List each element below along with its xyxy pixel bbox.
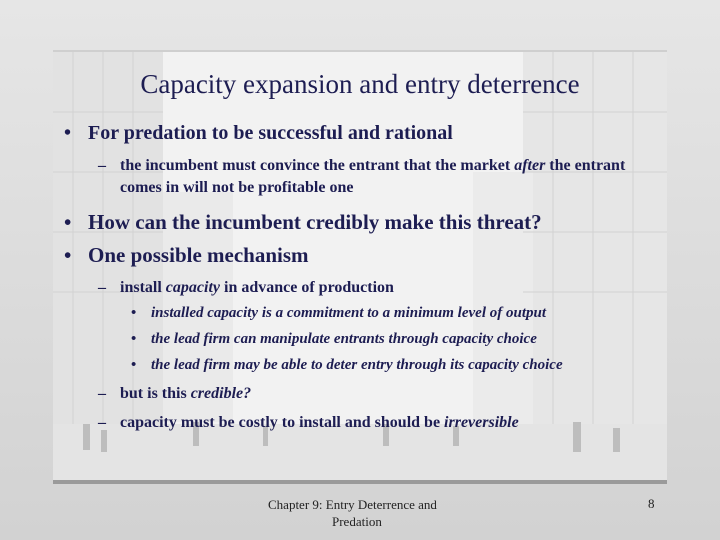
subsub-text: installed capacity is a commitment to a minimum level of output xyxy=(151,305,546,321)
sub-emphasis: credible? xyxy=(190,385,252,402)
subsub-bullet-deter xyxy=(131,357,563,374)
dash-icon: – xyxy=(98,279,106,296)
bullet-dot-icon: • xyxy=(64,122,72,144)
subsub-text: the lead firm can manipulate entrants through capacity choice xyxy=(151,331,537,347)
sub-bullet-costly xyxy=(98,412,519,434)
sub-bullet-convince xyxy=(98,155,660,199)
slide-title: Capacity expansion and entry deterrence xyxy=(140,69,580,99)
subsub-bullet-manipulate xyxy=(131,331,537,348)
subsub-text: the lead firm may be able to deter entry through its capacity choice xyxy=(151,357,563,373)
sub-text: the incumbent must convince the entrant that the market xyxy=(120,157,511,174)
footer-chapter xyxy=(268,496,468,530)
sub-emphasis: capacity xyxy=(165,279,220,296)
sub-text: install xyxy=(120,279,162,296)
bullet-dot-icon: • xyxy=(131,357,137,373)
slide xyxy=(53,50,667,484)
bullet-threat xyxy=(64,210,542,235)
bullet-dot-icon: • xyxy=(131,331,137,347)
sub-emphasis: irreversible xyxy=(444,414,519,431)
bullet-dot-icon: • xyxy=(64,210,72,234)
bullet-dot-icon: • xyxy=(64,243,72,267)
sub-text-cont: the entrant comes in will not be profitable one xyxy=(120,157,626,196)
sub-text-cont: in advance of production xyxy=(224,279,394,296)
subsub-bullet-commitment xyxy=(131,305,546,322)
sub-text: capacity must be costly to install and should be xyxy=(120,414,441,431)
bullet-dot-icon: • xyxy=(131,305,137,321)
dash-icon: – xyxy=(98,157,106,174)
bullet-text: One possible mechanism xyxy=(88,243,309,267)
sub-text: but is this xyxy=(120,385,187,402)
sub-bullet-install xyxy=(98,277,394,299)
sub-bullet-credible xyxy=(98,383,252,405)
sub-emphasis: after xyxy=(514,157,546,174)
page-number: 8 xyxy=(648,496,655,511)
footer-chapter-line1: Chapter 9: Entry Deterrence and xyxy=(268,497,437,512)
bullet-predation xyxy=(64,122,453,145)
dash-icon: – xyxy=(98,385,106,402)
bullet-text: How can the incumbent credibly make this threat? xyxy=(88,210,542,234)
bullet-text: For predation to be successful and rational xyxy=(88,122,453,144)
bullet-mechanism xyxy=(64,243,309,268)
dash-icon: – xyxy=(98,414,106,431)
footer-chapter-line2: Predation xyxy=(332,514,382,529)
